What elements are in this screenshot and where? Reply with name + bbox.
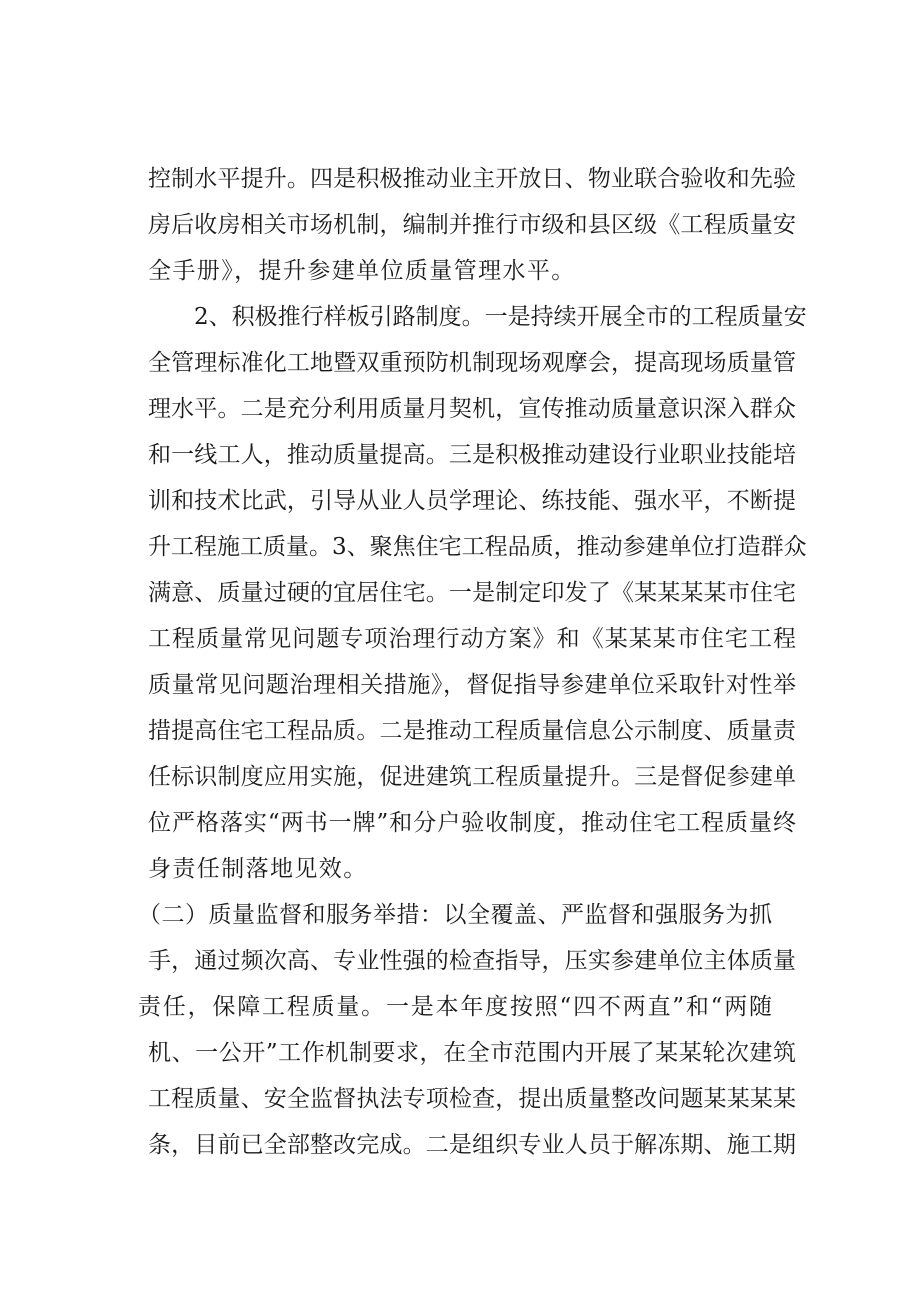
text-line: 房后收房相关市场机制，编制并推行市级和县区级《工程质量安	[148, 212, 796, 238]
section-heading-line: （二）质量监督和服务举措：以全覆盖、严监督和强服务为抓	[138, 902, 772, 928]
text-line: 升工程施工质量。3、聚焦住宅工程品质，推动参建单位打造群众	[148, 534, 807, 560]
text-line: 位严格落实“两书一牌”和分户验收制度，推动住宅工程质量终	[148, 810, 796, 836]
text-line: 工程质量常见问题专项治理行动方案》和《某某某市住宅工程	[148, 626, 796, 652]
text-line: 条，目前已全部整改完成。二是组织专业人员于解冻期、施工期	[148, 1132, 796, 1158]
text-line: 理水平。二是充分利用质量月契机，宣传推动质量意识深入群众	[148, 396, 796, 422]
text-line: 质量常见问题治理相关措施》，督促指导参建单位采取针对性举	[148, 672, 796, 698]
text-line: 和一线工人，推动质量提高。三是积极推动建设行业职业技能培	[148, 442, 796, 468]
text-line: 任标识制度应用实施，促进建筑工程质量提升。三是督促参建单	[148, 764, 796, 790]
text-line: 措提高住宅工程品质。二是推动工程质量信息公示制度、质量责	[148, 718, 796, 744]
text-line: 满意、质量过硬的宜居住宅。一是制定印发了《某某某某市住宅	[148, 580, 796, 606]
paragraph-first-line: 2、积极推行样板引路制度。一是持续开展全市的工程质量安	[194, 304, 807, 330]
text-line: 手，通过频次高、专业性强的检查指导，压实参建单位主体质量	[148, 948, 796, 974]
text-line: 控制水平提升。四是积极推动业主开放日、物业联合验收和先验	[148, 166, 796, 192]
text-line: 训和技术比武，引导从业人员学理论、练技能、强水平，不断提	[148, 488, 796, 514]
text-line: 工程质量、安全监督执法专项检查，提出质量整改问题某某某某	[148, 1086, 796, 1112]
text-line: 责任，保障工程质量。一是本年度按照“四不两直”和“两随	[138, 994, 772, 1020]
text-line: 全管理标准化工地暨双重预防机制现场观摩会，提高现场质量管	[148, 350, 796, 376]
text-line: 机、一公开”工作机制要求，在全市范围内开展了某某轮次建筑	[148, 1040, 796, 1066]
text-line: 身责任制落地见效。	[148, 856, 368, 882]
text-line: 全手册》，提升参建单位质量管理水平。	[148, 258, 576, 284]
